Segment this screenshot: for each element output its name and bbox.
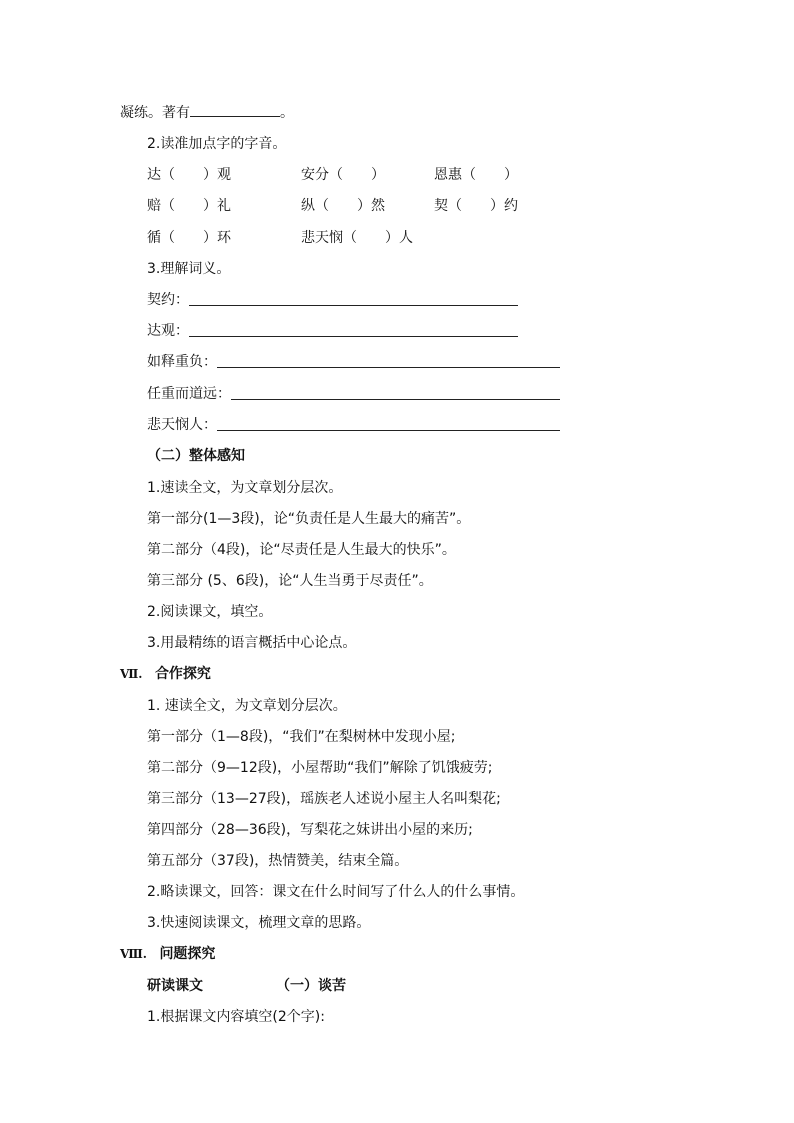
vocab-label: 达观：: [147, 323, 189, 339]
text-line: 第三部分 (5、6段)，论“人生当勇于尽责任”。: [147, 573, 433, 589]
section-number: Ⅶ.: [120, 667, 143, 681]
section-heading: [120, 664, 211, 684]
section-title: 合作探究: [154, 666, 211, 682]
text-line: 3.快速阅读课文，梳理文章的思路。: [147, 915, 371, 931]
answer-line: [231, 399, 560, 400]
pinyin-item: 达（ ）观: [147, 167, 231, 183]
section-number: Ⅷ.: [120, 947, 147, 961]
text-line: 第一部分(1—3段)，论“负责任是人生最大的痛苦”。: [147, 511, 471, 527]
text-line: 2.阅读课文，填空。: [147, 604, 273, 620]
text-line: 第三部分（13—27段)，瑶族老人述说小屋主人名叫梨花;: [147, 791, 501, 807]
pinyin-item: 纵（ ）然: [301, 198, 385, 214]
answer-line: [217, 430, 560, 431]
text-line: 2.略读课文，回答：课文在什么时间写了什么人的什么事情。: [147, 884, 525, 900]
subheading-right: （一）谈苦: [276, 978, 346, 994]
vocab-label: 任重而道远：: [147, 386, 231, 402]
pinyin-item: 安分（ ）: [301, 167, 385, 183]
question-3-title: 3.理解词义。: [147, 261, 231, 277]
text-line: 1.速读全文，为文章划分层次。: [147, 480, 343, 496]
question-2-title: 2.读准加点字的字音。: [147, 136, 287, 152]
text-line: 第二部分（4段)，论“尽责任是人生最大的快乐”。: [147, 542, 456, 558]
top-suffix: 。: [280, 105, 294, 121]
fill-blank: [190, 102, 280, 117]
pinyin-item: 恩惠（ ）: [434, 167, 518, 183]
text-line: 1. 速读全文，为文章划分层次。: [147, 698, 347, 714]
answer-line: [189, 305, 518, 306]
pinyin-item: 契（ ）约: [434, 198, 518, 214]
text-line: 1.根据课文内容填空(2个字):: [147, 1009, 325, 1025]
subheading-left: 研读课文: [147, 978, 203, 994]
pinyin-item: 赔（ ）礼: [147, 198, 231, 214]
section-heading: （二）整体感知: [147, 448, 245, 464]
top-line: [120, 102, 294, 123]
top-prefix: 凝练。著有: [120, 105, 190, 121]
pinyin-item: 悲天悯（ ）人: [301, 230, 413, 246]
text-line: 第四部分（28—36段)，写梨花之妹讲出小屋的来历;: [147, 822, 473, 838]
text-line: 第一部分（1—8段)，“我们”在梨树林中发现小屋;: [147, 729, 456, 745]
section-title: 问题探究: [159, 946, 216, 962]
text-line: 第二部分（9—12段)，小屋帮助“我们”解除了饥饿疲劳;: [147, 760, 493, 776]
text-line: 3.用最精练的语言概括中心论点。: [147, 635, 357, 651]
vocab-label: 悲天悯人：: [147, 417, 217, 433]
section-heading: [120, 944, 215, 964]
pinyin-item: 循（ ）环: [147, 230, 231, 246]
text-line: 第五部分（37段)，热情赞美，结束全篇。: [147, 853, 409, 869]
vocab-label: 契约：: [147, 292, 189, 308]
vocab-label: 如释重负：: [147, 354, 217, 370]
answer-line: [217, 367, 560, 368]
answer-line: [189, 336, 518, 337]
